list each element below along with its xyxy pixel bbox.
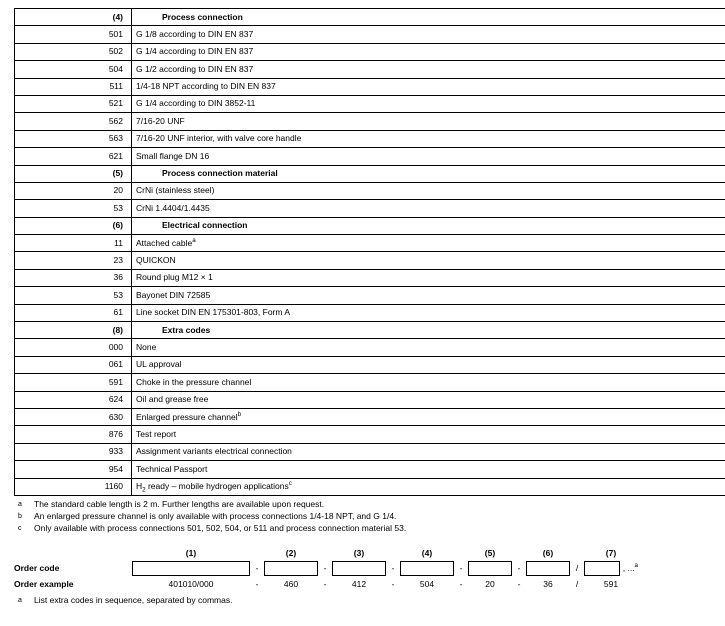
table-row [15, 304, 725, 321]
row-description: None [132, 339, 725, 356]
order-example-value-2: 460 [264, 579, 318, 589]
order-code-tail-footnote-mark: a [635, 563, 638, 570]
order-example-sep-5: - [512, 579, 526, 589]
order-example-value-6: 36 [526, 579, 570, 589]
row-code: (5) [15, 165, 132, 182]
row-code: 511 [15, 78, 132, 95]
row-description: Enlarged pressure channel$^b$ [132, 408, 725, 425]
order-code-block [14, 548, 704, 589]
row-description: 7/16-20 UNF interior, with valve core handle [132, 130, 725, 147]
order-header-3: (3) [332, 548, 386, 558]
table-row [15, 269, 725, 286]
order-example-sep-4: - [454, 579, 468, 589]
row-code: 562 [15, 113, 132, 130]
order-header-2: (2) [264, 548, 318, 558]
order-example-value-7: 591 [584, 579, 638, 589]
order-sep-6: / [570, 563, 584, 573]
row-code: 954 [15, 461, 132, 478]
row-description: Extra codes [132, 322, 725, 339]
row-code: 624 [15, 391, 132, 408]
table-row [15, 478, 725, 495]
table-row [15, 95, 725, 112]
row-description: QUICKON [132, 252, 725, 269]
row-code: 061 [15, 356, 132, 373]
row-code: (4) [15, 9, 132, 26]
table-row [15, 426, 725, 443]
row-description: Oil and grease free [132, 391, 725, 408]
order-footnote [14, 595, 725, 606]
row-description: Choke in the pressure channel [132, 374, 725, 391]
order-example-value-3: 412 [332, 579, 386, 589]
row-description: Technical Passport [132, 461, 725, 478]
row-description: G 1/2 according to DIN EN 837 [132, 61, 725, 78]
table-row [15, 26, 725, 43]
order-code-tail-text: , ... [623, 563, 635, 573]
row-description: Test report [132, 426, 725, 443]
order-sep-3: - [386, 563, 400, 573]
table-row [15, 148, 725, 165]
order-grid [14, 548, 704, 589]
table-row [15, 130, 725, 147]
row-description: G 1/4 according to DIN 3852-11 [132, 95, 725, 112]
row-code: 000 [15, 339, 132, 356]
order-header-1: (1) [132, 548, 250, 558]
datasheet-page [0, 8, 725, 626]
table-row [15, 461, 725, 478]
row-description: $H_2$ ready – mobile hydrogen applications$^c$ [132, 478, 725, 495]
row-description: UL approval [132, 356, 725, 373]
order-code-field-7-wrap [584, 561, 638, 576]
row-code: 61 [15, 304, 132, 321]
footnote-mark: b [14, 511, 34, 522]
footnote-mark: c [14, 523, 34, 534]
order-header-7: (7) [584, 548, 638, 558]
row-code: 20 [15, 182, 132, 199]
order-code-field-2[interactable] [264, 561, 318, 576]
row-code: 23 [15, 252, 132, 269]
row-description: Small flange DN 16 [132, 148, 725, 165]
table-row [15, 61, 725, 78]
row-description: Attached cable$^a$ [132, 235, 725, 252]
table-row [15, 43, 725, 60]
order-example-sep-2: - [318, 579, 332, 589]
row-description: G 1/4 according to DIN EN 837 [132, 43, 725, 60]
footnote-item [14, 523, 704, 534]
order-header-5: (5) [468, 548, 512, 558]
footnote-mark: a [192, 237, 195, 244]
row-code: 630 [15, 408, 132, 425]
row-code: 11 [15, 235, 132, 252]
table-row [15, 408, 725, 425]
row-description: CrNi 1.4404/1.4435 [132, 200, 725, 217]
footnote-text: Only available with process connections 501, 502, 504, or 511 and process connection material 53. [34, 523, 406, 534]
table-row [15, 287, 725, 304]
table-row [15, 235, 725, 252]
row-code: 621 [15, 148, 132, 165]
table-row [15, 443, 725, 460]
row-code: 53 [15, 200, 132, 217]
table-row [15, 200, 725, 217]
order-sep-1: - [250, 563, 264, 573]
row-description: Line socket DIN EN 175301-803, Form A [132, 304, 725, 321]
row-description: 7/16-20 UNF [132, 113, 725, 130]
table-group-row [15, 9, 725, 26]
row-code: (8) [15, 322, 132, 339]
row-code: 933 [15, 443, 132, 460]
row-description: Assignment variants electrical connection [132, 443, 725, 460]
table-row [15, 391, 725, 408]
row-description: CrNi (stainless steel) [132, 182, 725, 199]
order-footnote-text: List extra codes in sequence, separated by commas. [34, 595, 232, 606]
order-code-field-4[interactable] [400, 561, 454, 576]
order-header-6: (6) [526, 548, 570, 558]
order-header-4: (4) [400, 548, 454, 558]
order-example-value-1: 401010/000 [132, 579, 250, 589]
table-row [15, 78, 725, 95]
row-code: 36 [15, 269, 132, 286]
row-description: 1/4-18 NPT according to DIN EN 837 [132, 78, 725, 95]
row-description: G 1/8 according to DIN EN 837 [132, 26, 725, 43]
footnote-text: An enlarged pressure channel is only available with process connections 1/4-18 NPT, and G 1/4. [34, 511, 396, 522]
order-example-sep-1: - [250, 579, 264, 589]
row-code: 53 [15, 287, 132, 304]
order-example-label: Order example [14, 579, 132, 589]
footnote-mark: b [238, 411, 241, 418]
order-code-label: Order code [14, 563, 132, 573]
row-code: 501 [15, 26, 132, 43]
table-row [15, 374, 725, 391]
order-code-field-1[interactable] [132, 561, 250, 576]
row-code: 504 [15, 61, 132, 78]
order-code-field-7[interactable] [584, 561, 620, 576]
table-row [15, 339, 725, 356]
row-code: 591 [15, 374, 132, 391]
table-body [15, 9, 725, 496]
table-row [15, 182, 725, 199]
footnote-mark: a [14, 499, 34, 510]
footnotes-list [14, 499, 704, 534]
order-sep-4: - [454, 563, 468, 573]
order-example-sep-3: - [386, 579, 400, 589]
table-row [15, 113, 725, 130]
table-row [15, 252, 725, 269]
order-sep-5: - [512, 563, 526, 573]
row-description: Round plug M12 × 1 [132, 269, 725, 286]
order-sep-2: - [318, 563, 332, 573]
order-code-field-6[interactable] [526, 561, 570, 576]
footnote-item [14, 499, 704, 510]
order-example-value-4: 504 [400, 579, 454, 589]
row-code: 521 [15, 95, 132, 112]
order-footnote-mark: a [14, 595, 34, 606]
row-description: Process connection material [132, 165, 725, 182]
order-example-sep-6: / [570, 579, 584, 589]
row-code: 1160 [15, 478, 132, 495]
row-code: 502 [15, 43, 132, 60]
order-code-tail [620, 563, 638, 573]
table-group-row [15, 217, 725, 234]
footnote-item [14, 511, 704, 522]
footnote-text: The standard cable length is 2 m. Further lengths are available upon request. [34, 499, 324, 510]
table-row [15, 356, 725, 373]
order-code-field-5[interactable] [468, 561, 512, 576]
order-example-value-5: 20 [468, 579, 512, 589]
table-group-row [15, 322, 725, 339]
row-code: 876 [15, 426, 132, 443]
order-code-field-3[interactable] [332, 561, 386, 576]
row-code: (6) [15, 217, 132, 234]
table-group-row [15, 165, 725, 182]
row-description: Bayonet DIN 72585 [132, 287, 725, 304]
order-code-table [14, 8, 725, 496]
row-description: Process connection [132, 9, 725, 26]
row-code: 563 [15, 130, 132, 147]
row-description: Electrical connection [132, 217, 725, 234]
